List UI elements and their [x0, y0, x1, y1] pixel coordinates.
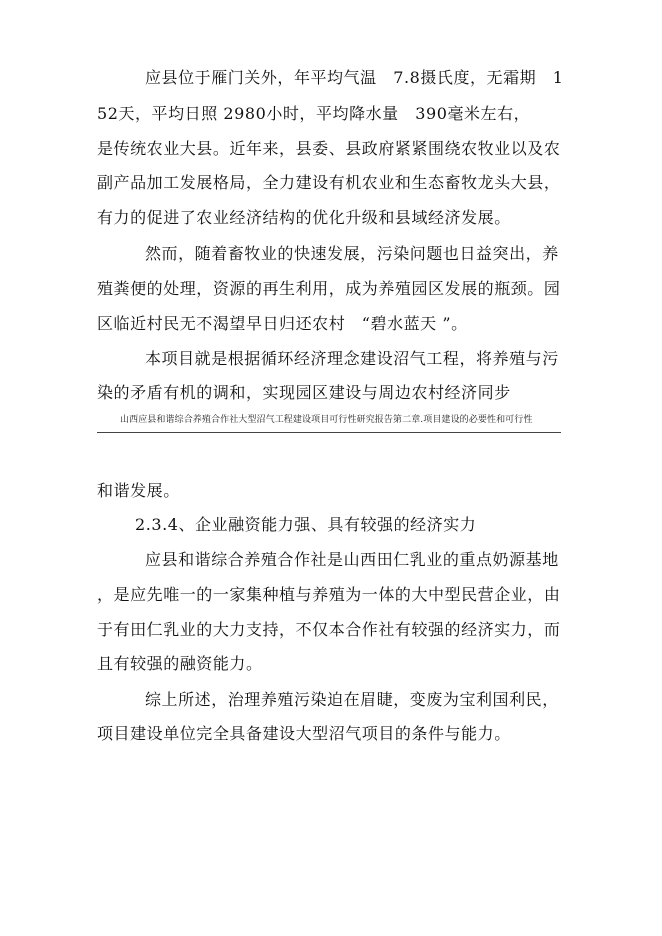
page-footer: 山西应县和谐综合养殖合作社大型沼气工程建设项目可行性研究报告第二章.项目建设的必要性和可行性: [120, 415, 533, 425]
paragraph-line: 综上所述，治理养殖污染迫在眉睫，变废为宝利国利民，: [145, 690, 559, 709]
paragraph-line: 和谐发展。: [97, 481, 180, 500]
paragraph-line: 应县位于雁门关外，年平均气温 7.8摄氏度，无霜期 1: [145, 68, 564, 87]
footer-divider: [97, 432, 561, 433]
paragraph-line: 于有田仁乳业的大力支持，不仅本合作社有较强的经济实力，而: [97, 620, 561, 639]
paragraph-line: ，是应先唯一的一家集种植与养殖为一体的大中型民营企业，由: [97, 585, 561, 604]
paragraph-line: 是传统农业大县。近年来，县委、县政府紧紧围绕农牧业以及农: [97, 139, 561, 158]
paragraph-line: 副产品加工发展格局，全力建设有机农业和生态畜牧龙头大县，: [97, 173, 561, 192]
paragraph-line: 殖粪便的处理，资源的再生利用，成为养殖园区发展的瓶颈。园: [97, 279, 561, 298]
paragraph-line: 区临近村民无不渴望早日归还农村 “碧水蓝天 ”。: [97, 314, 468, 333]
section-heading: 2.3.4、企业融资能力强、具有较强的经济实力: [135, 515, 477, 534]
paragraph-line: 本项目就是根据循环经济理念建设沼气工程，将养殖与污: [145, 349, 559, 368]
paragraph-line: 染的矛盾有机的调和，实现园区建设与周边农村经济同步: [97, 383, 511, 402]
paragraph-line: 有力的促进了农业经济结构的优化升级和县域经济发展。: [97, 208, 511, 227]
paragraph-line: 项目建设单位完全具备建设大型沼气项目的条件与能力。: [97, 724, 511, 743]
paragraph-line: 且有较强的融资能力。: [97, 654, 263, 673]
paragraph-line: 应县和谐综合养殖合作社是山西田仁乳业的重点奶源基地: [145, 550, 559, 569]
paragraph-line: 52天，平均日照 2980小时，平均降水量 390毫米左右，: [97, 104, 531, 123]
paragraph-line: 然而，随着畜牧业的快速发展，污染问题也日益突出，养: [145, 244, 559, 263]
